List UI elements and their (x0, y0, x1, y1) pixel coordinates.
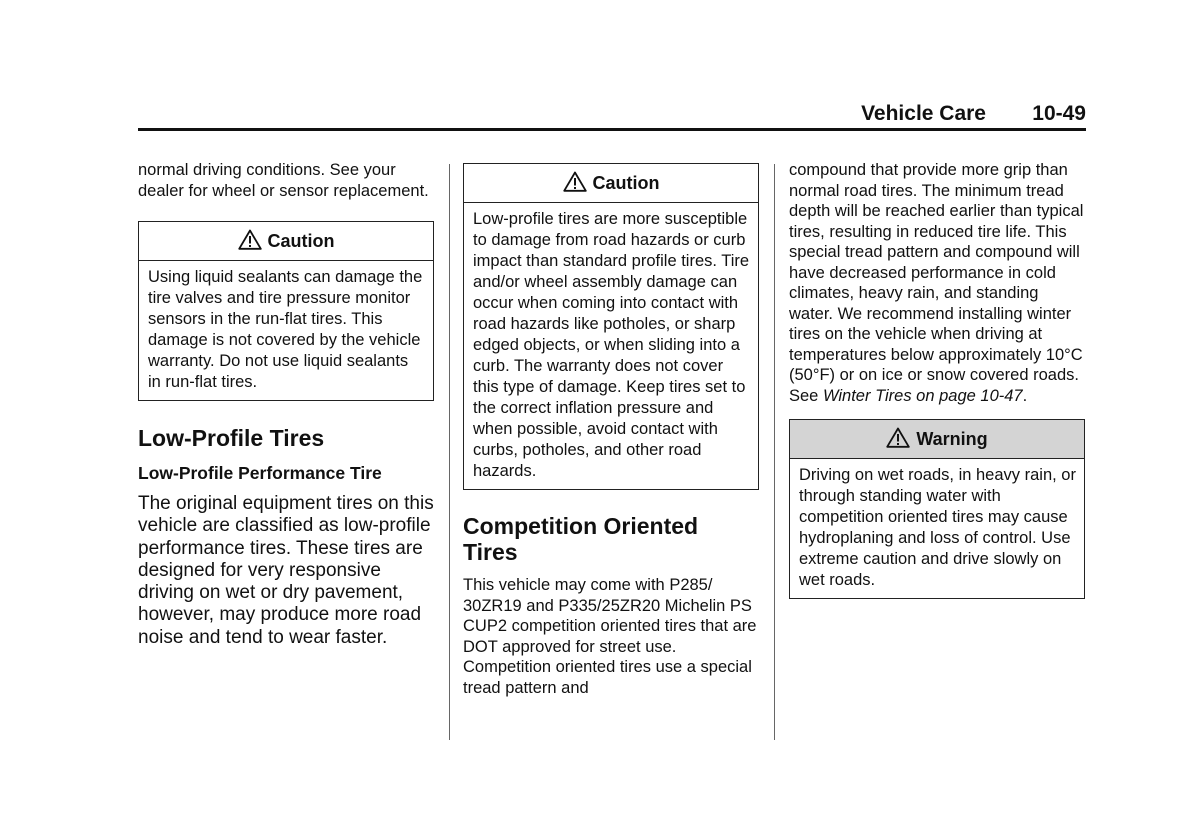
column-middle (463, 160, 759, 698)
column-divider (449, 164, 450, 740)
caution-label: Caution (592, 173, 660, 193)
caution-text: Using liquid sealants can damage the tire valves and tire pressure monitor sensors in the run-flat tires. This damage is not covered by the vehicle warranty. Do not use liquid sealants in run-flat tires. (148, 268, 423, 391)
column-left (138, 160, 434, 649)
warning-triangle-icon (563, 171, 587, 192)
low-profile-paragraph: The original equipment tires on this vehicle are classified as low-profile performance tires. These tires are designed for very responsive driving on wet or dry pavement, however, may produce more road noise and tend to wear faster. (138, 493, 434, 648)
warning-label: Warning (916, 429, 988, 449)
subheading-performance-tire: Low-Profile Performance Tire (138, 463, 382, 483)
caution-text: Low-profile tires are more susceptible to damage from road hazards or curb impact than standard profile tires. Tire and/or wheel assembly damage can occur when coming into contact with road hazards like potholes, or sharp edged objects, or when sliding into a curb. The warranty does not cover this type of damage. Keep tires set to the correct inflation pressure and when possible, avoid contact with curbs, potholes, and other road hazards. (473, 210, 750, 480)
competition-paragraph: This vehicle may come with P285/ 30ZR19 and P335/25ZR20 Michelin PS CUP2 competition oriented tires that are DOT approved for street use. Competition oriented tires use a special tread pattern and (463, 576, 757, 697)
caution-header (464, 164, 758, 203)
caution-box-sealants (138, 221, 434, 401)
warning-header (790, 420, 1084, 459)
section-heading-competition: Competition Oriented Tires (463, 513, 699, 565)
tread-paragraph (789, 160, 1085, 406)
warning-triangle-icon (886, 427, 910, 448)
header-rule (138, 128, 1086, 131)
section-title: Vehicle Care (861, 102, 986, 125)
page-header (138, 100, 1086, 130)
column-right (789, 160, 1085, 599)
page-number: 10-49 (1032, 102, 1086, 125)
section-heading-low-profile: Low-Profile Tires (138, 425, 325, 451)
warning-text: Driving on wet roads, in heavy rain, or through standing water with competition oriented tires may cause hydroplaning and loss of control. Use extreme caution and drive slowly on wet roads. (799, 466, 1076, 589)
warning-triangle-icon (238, 229, 262, 250)
winter-tires-link[interactable]: Winter Tires on page 10-47 (822, 386, 1023, 405)
tread-text-end: . (1022, 386, 1028, 405)
column-divider (774, 164, 775, 740)
caution-header (139, 222, 433, 261)
caution-box-low-profile (463, 163, 759, 490)
caution-label: Caution (267, 231, 335, 251)
tread-text: compound that provide more grip than normal road tires. The minimum tread depth will be reached earlier than typical tires, resulting in reduced tire life. This special tread pattern and compound will have decreased performance in cold climates, heavy rain, and standing water. We recommend installing winter tires on the vehicle when driving at temperatures below approximately 10°C (50°F) or on ice or snow covered roads. See (789, 161, 1084, 405)
warning-box-wet-roads (789, 419, 1085, 599)
intro-paragraph: normal driving conditions. See your dealer for wheel or sensor replacement. (138, 161, 429, 200)
